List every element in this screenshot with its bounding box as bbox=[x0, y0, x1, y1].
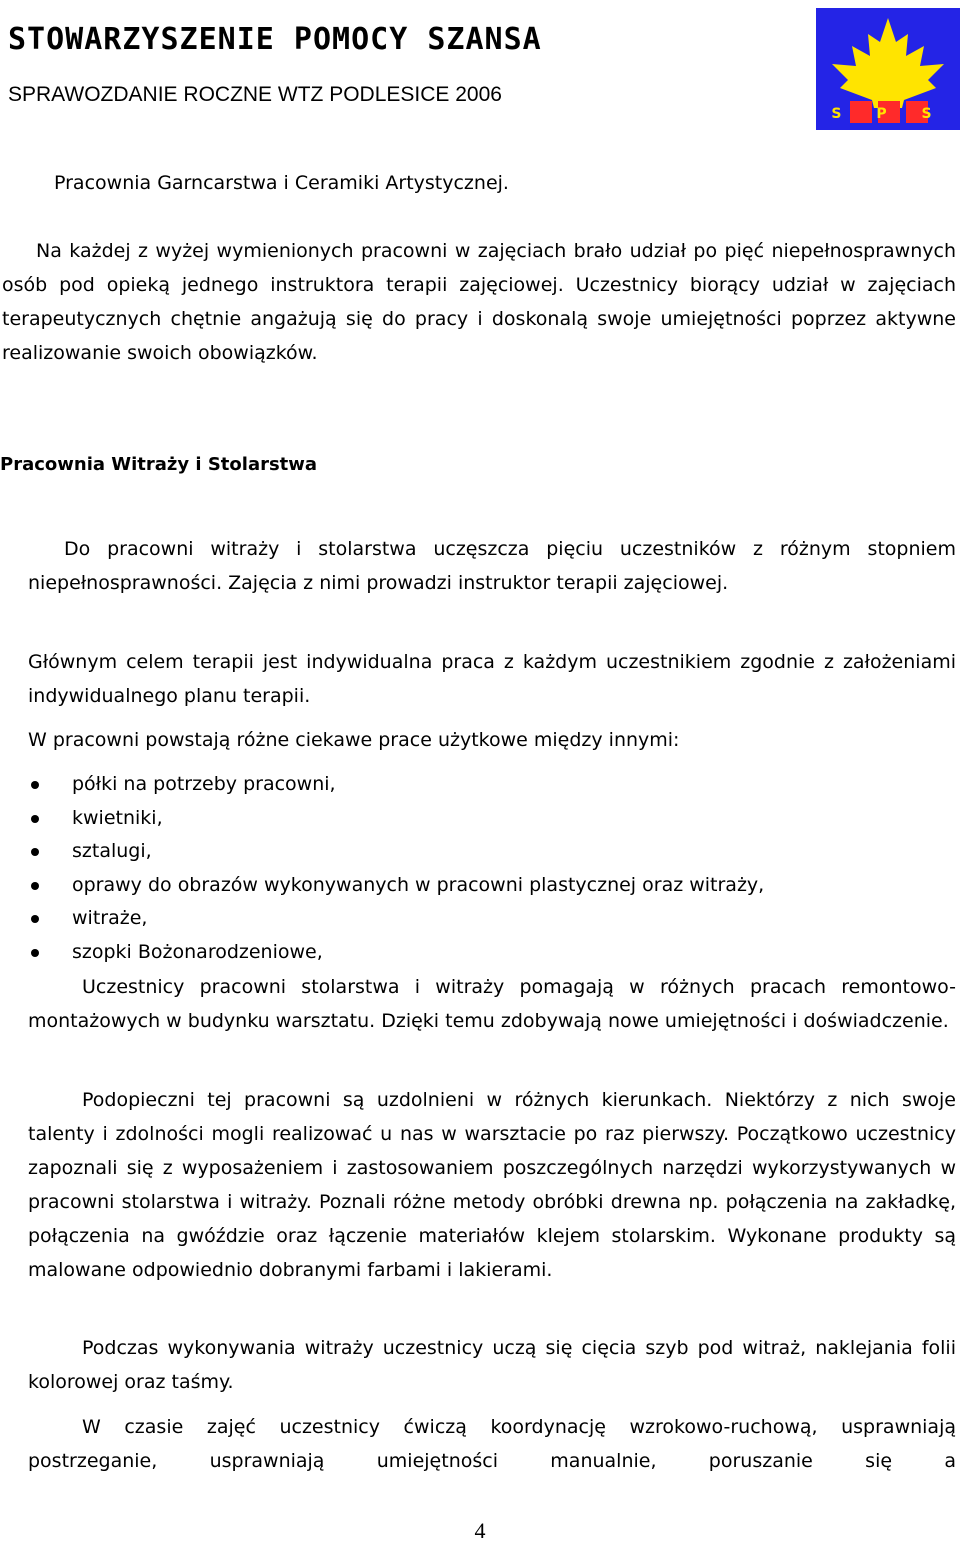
paragraph-6: Podczas wykonywania witraży uczestnicy uczą się cięcia szyb pod witraż, naklejania folii kolorowej oraz taśmy. bbox=[28, 1337, 956, 1393]
list-item: szopki Bożonarodzeniowe, bbox=[28, 936, 764, 970]
organization-name: STOWARZYSZENIE POMOCY SZANSA bbox=[8, 22, 542, 57]
section-title: Pracownia Witraży i Stolarstwa bbox=[0, 454, 318, 475]
organization-logo bbox=[816, 8, 960, 130]
page-number: 4 bbox=[474, 1518, 486, 1543]
report-title: SPRAWOZDANIE ROCZNE WTZ PODLESICE 2006 bbox=[8, 83, 502, 106]
bullet-icon bbox=[31, 949, 39, 957]
list-item: półki na potrzeby pracowni, bbox=[28, 768, 764, 802]
paragraph-3: W pracowni powstają różne ciekawe prace użytkowe między innymi: bbox=[28, 729, 680, 751]
list-item: sztalugi, bbox=[28, 835, 764, 869]
products-list bbox=[28, 768, 764, 969]
list-item: kwietniki, bbox=[28, 802, 764, 836]
intro-line: Pracownia Garncarstwa i Ceramiki Artystycznej. bbox=[54, 172, 509, 194]
paragraph-5: Podopieczni tej pracowni są uzdolnieni w różnych kierunkach. Niektórzy z nich swoje talenty i zdolności mogli realizować u nas w warsztacie po raz pierwszy. Początkowo uczestnicy zapoznali się z wyposażeniem i zastosowaniem poszczególnych narzędzi wykorzystywanych w pracowni stolarstwa i witraży. Poznali różne metody obróbki drewna np. połączenia na zakładkę, połączenia na gwóździe oraz łączenie materiałów klejem stolarskim. Wykonane produkty są malowane odpowiednio dobranymi farbami i lakierami. bbox=[28, 1089, 956, 1281]
list-item: witraże, bbox=[28, 902, 764, 936]
paragraph-4: Uczestnicy pracowni stolarstwa i witraży pomagają w różnych pracach remontowo-montażowych w budynku warsztatu. Dzięki temu zdobywają nowe umiejętności i doświadczenie. bbox=[28, 976, 956, 1032]
logo-text: S P S bbox=[831, 106, 947, 122]
paragraph-7: W czasie zajęć uczestnicy ćwiczą koordynację wzrokowo-ruchową, usprawniają postrzeganie, usprawniają umiejętności manualnie, poruszanie się a bbox=[28, 1416, 956, 1472]
intro-paragraph: Na każdej z wyżej wymienionych pracowni w zajęciach brało udział po pięć niepełnosprawnych osób pod opieką jednego instruktora terapii zajęciowej. Uczestnicy biorący udział w zajęciach terapeutycznych chętnie angażują się do pracy i doskonalą swoje umiejętności poprzez aktywne realizowanie swoich obowiązków. bbox=[2, 240, 956, 364]
maple-leaf-icon bbox=[816, 8, 960, 130]
bullet-icon bbox=[31, 915, 39, 923]
list-item: oprawy do obrazów wykonywanych w pracowni plastycznej oraz witraży, bbox=[28, 869, 764, 903]
paragraph-2: Głównym celem terapii jest indywidualna praca z każdym uczestnikiem zgodnie z założeniami indywidualnego planu terapii. bbox=[28, 651, 956, 707]
bullet-icon bbox=[31, 882, 39, 890]
bullet-icon bbox=[31, 781, 39, 789]
bullet-icon bbox=[31, 815, 39, 823]
paragraph-1: Do pracowni witraży i stolarstwa uczęszcza pięciu uczestników z różnym stopniem niepełnosprawności. Zajęcia z nimi prowadzi instruktor terapii zajęciowej. bbox=[28, 538, 956, 594]
bullet-icon bbox=[31, 848, 39, 856]
